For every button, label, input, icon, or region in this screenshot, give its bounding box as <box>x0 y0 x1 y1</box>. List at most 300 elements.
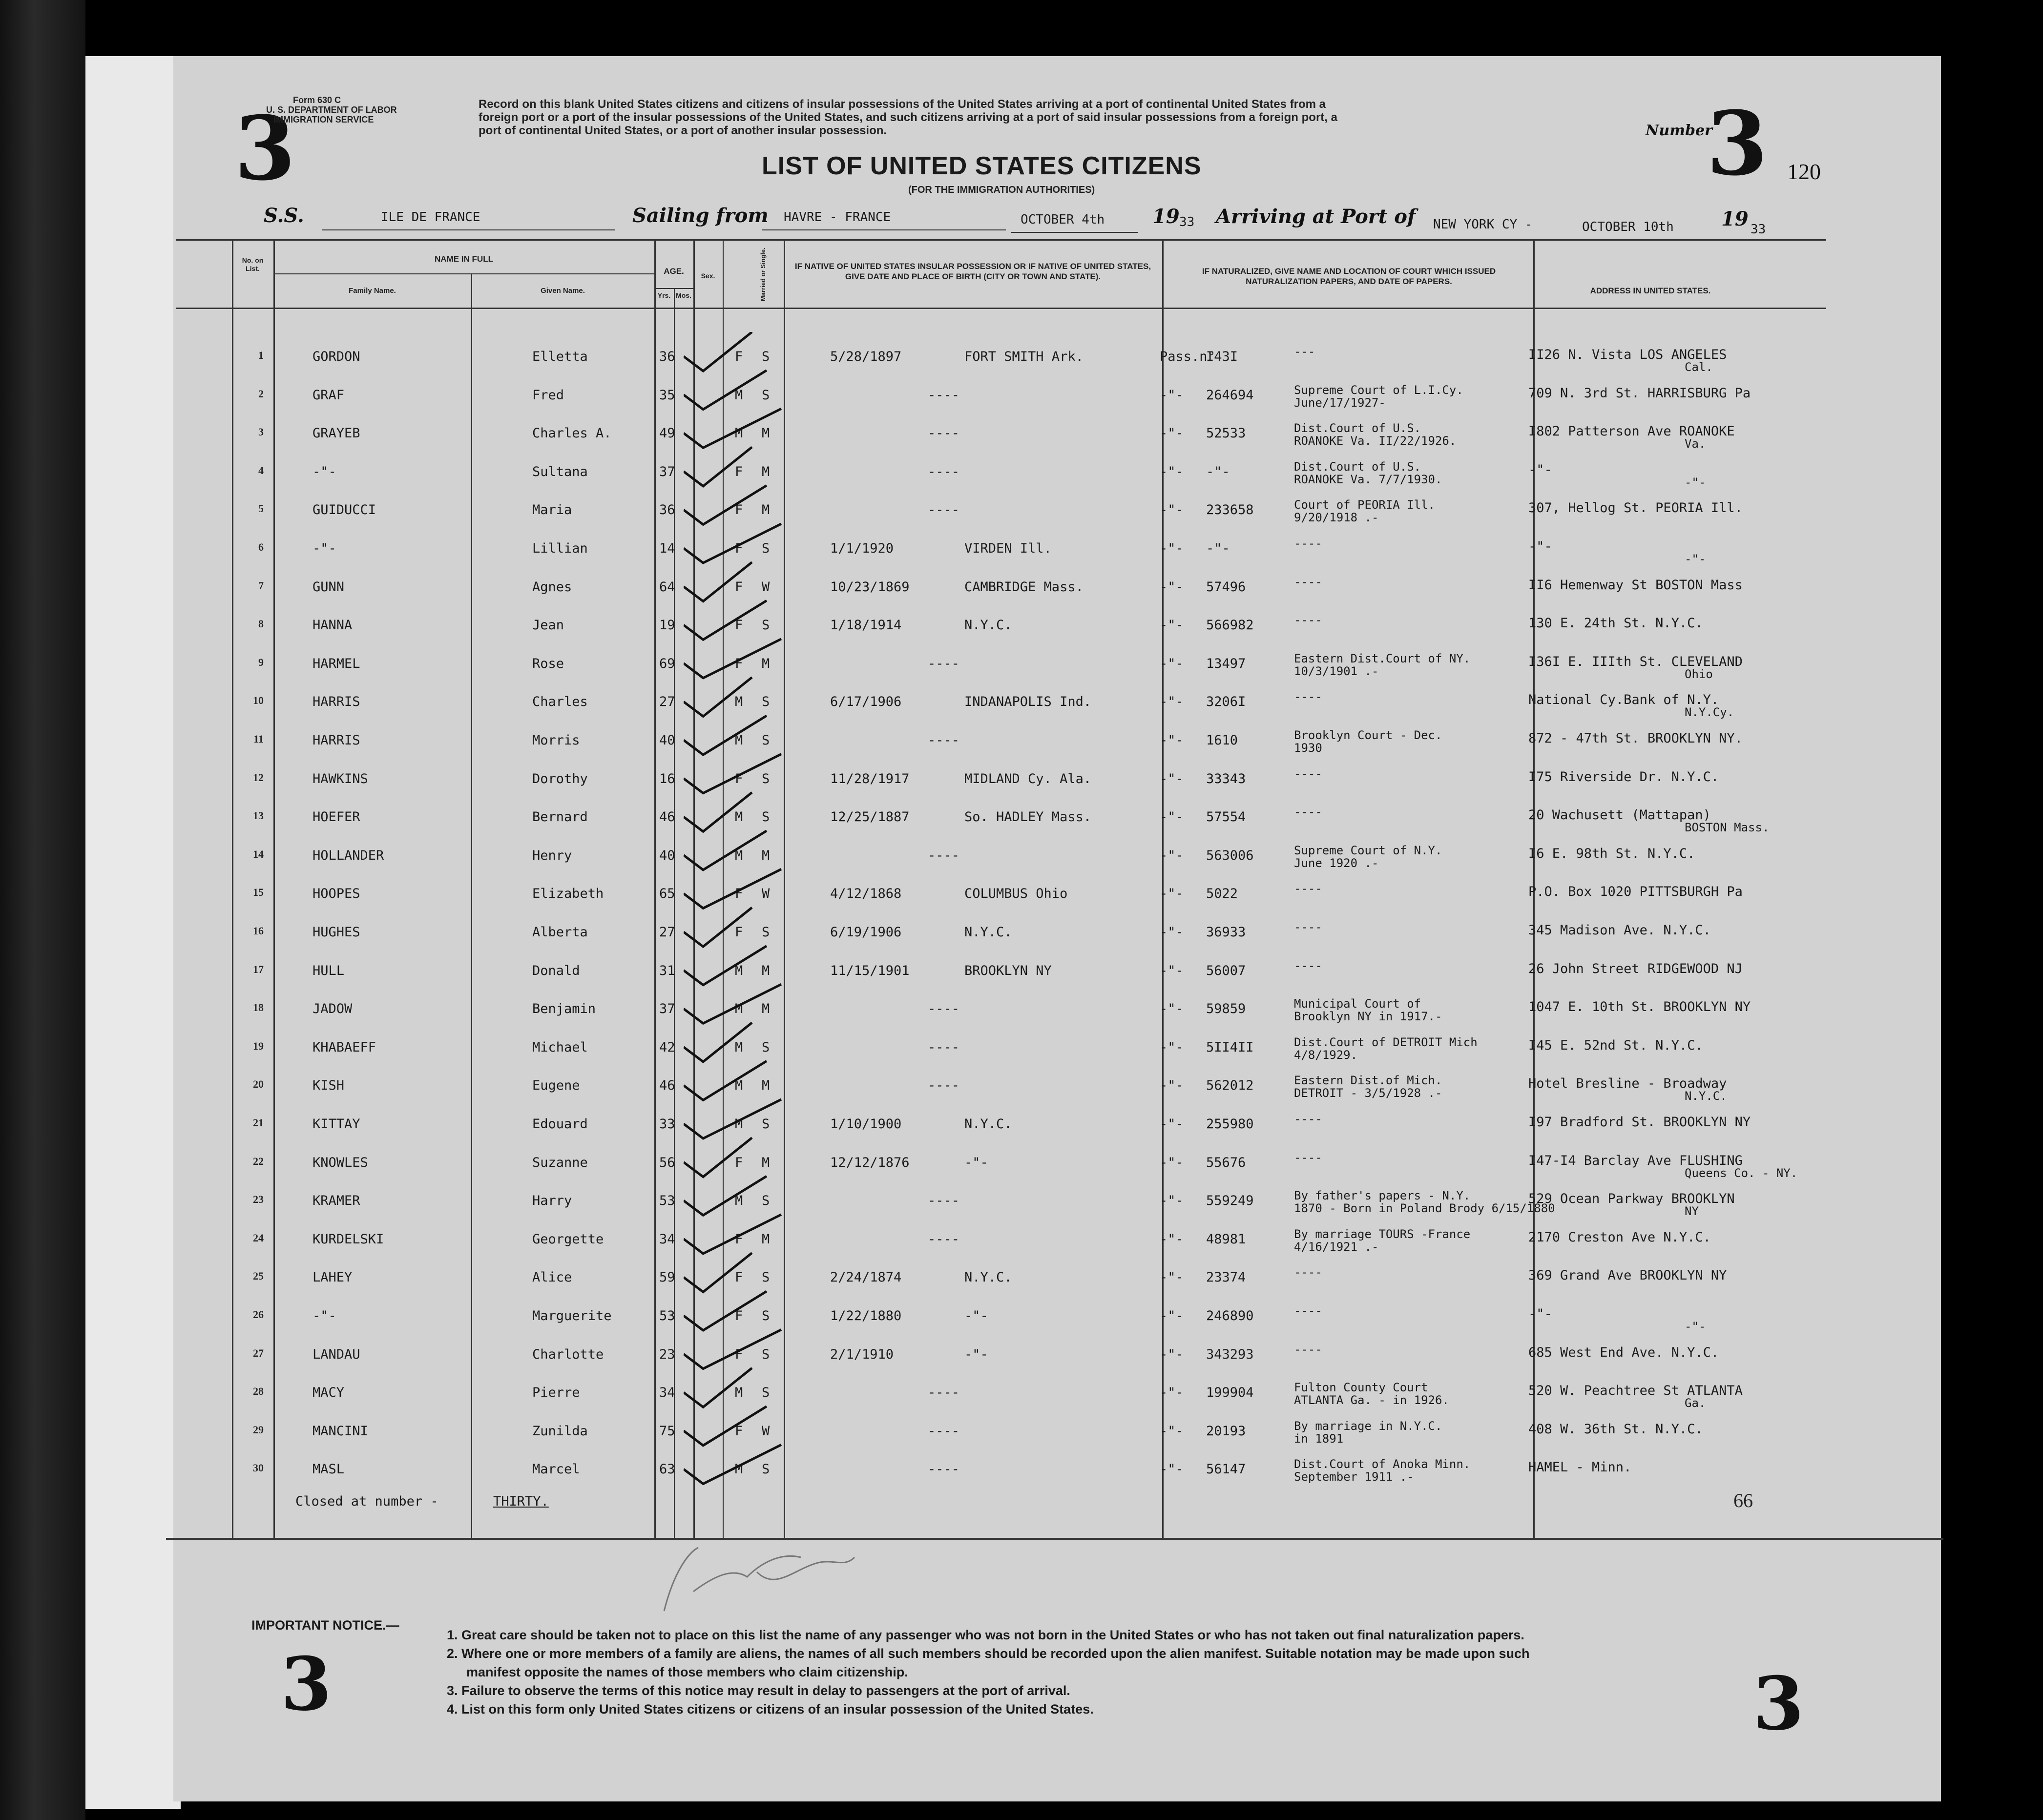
cell-pref: -"- <box>1160 694 1184 710</box>
cell-sex: F <box>735 656 743 671</box>
tally-mark <box>684 447 752 486</box>
cell-addr: I6 E. 98th St. N.Y.C. <box>1528 846 1695 861</box>
cell-sex: M <box>735 1078 743 1094</box>
cell-age: 36 <box>659 349 675 364</box>
cell-age: 42 <box>659 1039 675 1055</box>
cell-sex: F <box>735 1308 743 1324</box>
cell-age: 36 <box>659 502 675 518</box>
cell-court: ---- <box>1294 1304 1322 1318</box>
cell-cert: I43I <box>1206 349 1238 364</box>
cell-no: 18 <box>253 1001 264 1014</box>
cell-court: --- <box>1294 345 1315 358</box>
cell-court: ---- <box>1294 1265 1322 1280</box>
cell-no: 6 <box>258 541 264 553</box>
cell-addr2: Ga. <box>1685 1396 1706 1410</box>
tally-mark <box>684 984 781 1023</box>
notice-item-4: 4. List on this form only United States citizens or citizens of an insular possession of the United States. <box>447 1702 1094 1717</box>
cell-family: KURDELSKI <box>313 1231 384 1247</box>
cell-addr: HAMEL - Minn. <box>1528 1460 1632 1475</box>
cell-given: Zunilda <box>532 1423 588 1439</box>
cell-cert: 48981 <box>1206 1231 1246 1247</box>
cell-sex: M <box>735 1193 743 1209</box>
cell-ms: S <box>762 925 770 940</box>
cell-court: Brooklyn Court - Dec. <box>1294 728 1442 742</box>
cell-place: FORT SMITH Ark. <box>964 349 1084 364</box>
tally-mark <box>684 371 767 410</box>
cell-age: 69 <box>659 656 675 671</box>
number-label: Number <box>1646 122 1712 139</box>
cell-ms: W <box>762 1423 770 1439</box>
tally-mark <box>684 1061 767 1100</box>
tally-mark <box>684 1406 767 1446</box>
cell-age: 65 <box>659 886 675 902</box>
cell-court: ---- <box>1294 575 1322 589</box>
cell-age: 34 <box>659 1385 675 1401</box>
cell-age: 37 <box>659 1001 675 1017</box>
cell-cert: -"- <box>1206 464 1230 479</box>
cell-place: N.Y.C. <box>964 1117 1012 1132</box>
cell-age: 46 <box>659 809 675 825</box>
cell-dob: 11/28/1917 <box>830 771 910 786</box>
ship-name: ILE DE FRANCE <box>381 210 480 225</box>
tally-mark <box>684 1023 752 1062</box>
cell-court: ---- <box>1294 958 1322 972</box>
cell-cert: 5II4II <box>1206 1039 1254 1055</box>
record-text-3: port of continental United States, or a port of another insular possession. <box>479 124 887 137</box>
cell-sex: F <box>735 464 743 479</box>
cell-place: ---- <box>928 1423 960 1439</box>
cell-court: Fulton County Court <box>1294 1381 1428 1395</box>
cell-given: Dorothy <box>532 771 588 786</box>
cell-age: 64 <box>659 579 675 595</box>
cell-pref: -"- <box>1160 1039 1184 1055</box>
cell-court2: ROANOKE Va. 7/7/1930. <box>1294 472 1442 486</box>
cell-no: 22 <box>253 1155 264 1167</box>
tally-mark <box>684 485 767 524</box>
cell-addr: 369 Grand Ave BROOKLYN NY <box>1528 1268 1727 1283</box>
cell-given: Georgette <box>532 1231 604 1247</box>
cell-sex: F <box>735 1155 743 1170</box>
tally-mark <box>684 562 752 601</box>
cell-no: 25 <box>253 1270 264 1282</box>
cell-age: 35 <box>659 387 675 403</box>
cell-given: Maria <box>532 502 572 518</box>
cell-given: Edouard <box>532 1117 588 1132</box>
cell-given: Charles <box>532 694 588 710</box>
cell-sex: M <box>735 694 743 710</box>
record-text-1: Record on this blank United States citizens and citizens of insular possessions of the United States arriving at a port of continental United States from a <box>479 98 1326 111</box>
cell-family: GUIDUCCI <box>313 502 376 518</box>
notice-item-1: 1. Great care should be taken not to place on this list the name of any passenger who was not born in the United States or who has not taken out final naturalization papers. <box>447 1628 1524 1642</box>
cell-sex: F <box>735 1423 743 1439</box>
cell-family: MASL <box>313 1462 345 1477</box>
cell-cert: 20193 <box>1206 1423 1246 1439</box>
cell-court2: 4/8/1929. <box>1294 1048 1358 1062</box>
cell-ms: S <box>762 733 770 748</box>
cell-addr: 20 Wachusett (Mattapan) <box>1528 807 1711 823</box>
cell-place: ---- <box>928 426 960 441</box>
cell-family: LANDAU <box>313 1346 360 1362</box>
cell-court: Court of PEORIA Ill. <box>1294 498 1435 512</box>
cell-pref: -"- <box>1160 541 1184 556</box>
cell-cert: 57496 <box>1206 579 1246 595</box>
cell-sex: M <box>735 963 743 978</box>
cell-given: Suzanne <box>532 1155 588 1170</box>
cell-place: -"- <box>964 1308 988 1324</box>
cell-age: 53 <box>659 1308 675 1324</box>
cell-addr: 529 Ocean Parkway BROOKLYN <box>1528 1191 1735 1207</box>
cell-ms: W <box>762 886 770 902</box>
cell-ms: W <box>762 579 770 595</box>
tally-mark <box>684 792 752 831</box>
tally-mark <box>684 524 781 563</box>
cell-sex: M <box>735 1039 743 1055</box>
tally-mark <box>684 677 752 716</box>
closed-at-value: THIRTY. <box>493 1494 549 1509</box>
cell-addr: Hotel Bresline - Broadway <box>1528 1076 1727 1092</box>
closed-at-label: Closed at number - <box>295 1494 438 1509</box>
cell-dob: 10/23/1869 <box>830 579 910 595</box>
cell-no: 10 <box>253 694 264 707</box>
cell-addr2: -"- <box>1685 552 1706 566</box>
cell-given: Michael <box>532 1039 588 1055</box>
cell-sex: M <box>735 1001 743 1017</box>
cell-addr: I36I E. IIIth St. CLEVELAND <box>1528 654 1743 669</box>
cell-sex: F <box>735 925 743 940</box>
tally-mark <box>684 1368 752 1407</box>
cell-addr: I97 Bradford St. BROOKLYN NY <box>1528 1115 1751 1130</box>
cell-pref: -"- <box>1160 1155 1184 1170</box>
tally-mark <box>684 1291 767 1330</box>
cell-court2: ATLANTA Ga. - in 1926. <box>1294 1393 1449 1407</box>
cell-family: HANNA <box>313 618 353 633</box>
cell-place: ---- <box>928 656 960 671</box>
notice-item-2-cont: manifest opposite the names of those members who claim citizenship. <box>466 1665 908 1679</box>
cell-ms: S <box>762 541 770 556</box>
cell-family: HOOPES <box>313 886 360 902</box>
cell-place: ---- <box>928 387 960 403</box>
header-naturalized: IF NATURALIZED, GIVE NAME AND LOCATION OF COURT WHICH ISSUED NATURALIZATION PAPERS, AND DATE OF PAPERS. <box>1202 267 1496 286</box>
tally-mark <box>684 1099 781 1138</box>
cell-family: HOLLANDER <box>313 848 384 863</box>
cell-family: HARMEL <box>313 656 360 671</box>
cell-age: 34 <box>659 1231 675 1247</box>
cell-addr: 2170 Creston Ave N.Y.C. <box>1528 1229 1711 1245</box>
cell-place: ---- <box>928 1193 960 1209</box>
cell-pref: -"- <box>1160 848 1184 863</box>
cell-given: Agnes <box>532 579 572 595</box>
header-sex: Sex. <box>701 272 715 280</box>
cell-given: Alberta <box>532 925 588 940</box>
cell-age: 33 <box>659 1117 675 1132</box>
cell-court: ---- <box>1294 920 1322 934</box>
adjacent-page-edge <box>85 56 181 1809</box>
cell-sex: F <box>735 541 743 556</box>
cell-no: 20 <box>253 1078 264 1091</box>
cell-dob: 11/15/1901 <box>830 963 910 978</box>
cell-sex: M <box>735 426 743 441</box>
cell-court2: DETROIT - 3/5/1928 .- <box>1294 1086 1442 1100</box>
tally-mark <box>684 1138 752 1177</box>
cell-pref: -"- <box>1160 1270 1184 1285</box>
cell-given: Benjamin <box>532 1001 596 1017</box>
cell-dob: 12/12/1876 <box>830 1155 910 1170</box>
cell-given: Charlotte <box>532 1346 604 1362</box>
cell-ms: M <box>762 848 770 863</box>
cell-cert: 56007 <box>1206 963 1246 978</box>
cell-no: 15 <box>253 886 264 899</box>
cell-ms: S <box>762 1117 770 1132</box>
cell-no: 2 <box>258 387 264 400</box>
cell-cert: 36933 <box>1206 925 1246 940</box>
cell-pref: -"- <box>1160 1078 1184 1094</box>
tally-mark <box>684 1176 767 1215</box>
cell-ms: S <box>762 1193 770 1209</box>
cell-dob: 6/17/1906 <box>830 694 902 710</box>
cell-dob: 12/25/1887 <box>830 809 910 825</box>
cell-court: Eastern Dist.of Mich. <box>1294 1074 1442 1088</box>
cell-dob: 6/19/1906 <box>830 925 902 940</box>
cell-cert: 3206I <box>1206 694 1246 710</box>
cell-sex: M <box>735 1462 743 1477</box>
cell-court: By marriage in N.Y.C. <box>1294 1419 1442 1433</box>
cell-no: 29 <box>253 1423 264 1436</box>
cell-ms: S <box>762 1462 770 1477</box>
sheet-number-bottom-right: 3 <box>1753 1661 1804 1747</box>
cell-no: 13 <box>253 809 264 822</box>
cell-no: 11 <box>253 733 264 745</box>
department: U. S. DEPARTMENT OF LABOR <box>266 105 397 115</box>
cell-sex: F <box>735 349 743 364</box>
header-no: No. on List. <box>242 256 264 272</box>
cell-pref: -"- <box>1160 1462 1184 1477</box>
cell-addr: -"- <box>1528 539 1552 554</box>
cell-court: By father's papers - N.Y. <box>1294 1189 1471 1203</box>
form-number: Form 630 C <box>293 95 341 105</box>
cell-addr2: Va. <box>1685 437 1706 451</box>
cell-cert: 264694 <box>1206 387 1254 403</box>
cell-cert: 57554 <box>1206 809 1246 825</box>
cell-addr: I802 Patterson Ave ROANOKE <box>1528 424 1735 439</box>
cell-age: 56 <box>659 1155 675 1170</box>
cell-pref: -"- <box>1160 1193 1184 1209</box>
notice-item-2: 2. Where one or more members of a family are aliens, the names of all such members should be recorded upon the alien manifest. Suitable notation may be made upon such <box>447 1646 1530 1661</box>
cell-sex: F <box>735 1231 743 1247</box>
cell-sex: F <box>735 502 743 518</box>
sheet-number-right: 3 <box>1707 92 1768 195</box>
cell-family: GRAF <box>313 387 345 403</box>
header-married-single: Married or Single. <box>759 248 767 302</box>
cell-addr: National Cy.Bank of N.Y. <box>1528 692 1719 708</box>
cell-place: BROOKLYN NY <box>964 963 1052 978</box>
cell-court: Dist.Court of DETROIT Mich <box>1294 1035 1478 1049</box>
cell-sex: M <box>735 809 743 825</box>
cell-pref: -"- <box>1160 1001 1184 1017</box>
sheet-number-bottom-left: 3 <box>281 1641 332 1727</box>
tally-mark <box>684 1253 752 1292</box>
cell-sex: F <box>735 1346 743 1362</box>
cell-given: Eugene <box>532 1078 580 1094</box>
cell-sex: F <box>735 771 743 786</box>
notice-item-3: 3. Failure to observe the terms of this notice may result in delay to passengers at the port of arrival. <box>447 1683 1070 1698</box>
tally-mark <box>684 600 767 640</box>
arriving-label: Arriving at Port of <box>1216 205 1416 228</box>
cell-no: 4 <box>258 464 264 476</box>
cell-addr: -"- <box>1528 462 1552 477</box>
tally-mark <box>684 1330 781 1369</box>
cell-court: ---- <box>1294 805 1322 819</box>
cell-court2: in 1891 <box>1294 1431 1344 1446</box>
cell-court: Eastern Dist.Court of NY. <box>1294 651 1471 665</box>
cell-no: 8 <box>258 618 264 630</box>
ss-label: S.S. <box>264 204 304 227</box>
cell-no: 5 <box>258 502 264 515</box>
cell-family: KNOWLES <box>313 1155 368 1170</box>
cell-no: 17 <box>253 963 264 975</box>
cell-pref: -"- <box>1160 1308 1184 1324</box>
cell-addr: 1047 E. 10th St. BROOKLYN NY <box>1528 999 1751 1015</box>
cell-no: 12 <box>253 771 264 784</box>
cell-pref: -"- <box>1160 579 1184 595</box>
cell-age: 27 <box>659 694 675 710</box>
cell-cert: 1610 <box>1206 733 1238 748</box>
cell-addr2: NY <box>1685 1204 1699 1219</box>
cell-place: ---- <box>928 1078 960 1094</box>
cell-addr2: BOSTON Mass. <box>1685 821 1770 835</box>
cell-place: INDANAPOLIS Ind. <box>964 694 1092 710</box>
cell-addr2: -"- <box>1685 1320 1706 1333</box>
cell-ms: M <box>762 1001 770 1017</box>
cell-addr: II6 Hemenway St BOSTON Mass <box>1528 577 1743 593</box>
cell-pref: Pass.n° <box>1160 349 1215 364</box>
cell-place: COLUMBUS Ohio <box>964 886 1068 902</box>
cell-place: -"- <box>964 1155 988 1170</box>
cell-ms: S <box>762 809 770 825</box>
cell-no: 16 <box>253 925 264 937</box>
cell-cert: 563006 <box>1206 848 1254 863</box>
cell-family: GUNN <box>313 579 345 595</box>
page-count: 66 <box>1733 1489 1753 1511</box>
cell-place: ---- <box>928 1385 960 1401</box>
cell-age: 63 <box>659 1462 675 1477</box>
cell-court2: June 1920 .- <box>1294 856 1379 870</box>
tally-mark <box>684 831 767 870</box>
page-title: LIST OF UNITED STATES CITIZENS <box>762 152 1202 180</box>
cell-family: HOEFER <box>313 809 360 825</box>
cell-given: Morris <box>532 733 580 748</box>
cell-given: Elizabeth <box>532 886 604 902</box>
cell-court: ---- <box>1294 690 1322 704</box>
cell-no: 3 <box>258 426 264 438</box>
cell-place: ---- <box>928 1001 960 1017</box>
year-prefix: 19 <box>1152 205 1180 228</box>
header-mos: Mos. <box>676 291 691 299</box>
cell-place: ---- <box>928 464 960 479</box>
cell-family: KRAMER <box>313 1193 360 1209</box>
header-birth: IF NATIVE OF UNITED STATES INSULAR POSSESSION OR IF NATIVE OF UNITED STATES, GIVE DATE AND PLACE OF BIRTH (CITY OR TOWN AND STATE). <box>794 262 1151 281</box>
cell-ms: S <box>762 349 770 364</box>
cell-pref: -"- <box>1160 1117 1184 1132</box>
cell-addr: 307, Hellog St. PEORIA Ill. <box>1528 500 1743 516</box>
tally-mark <box>684 754 781 793</box>
cell-addr2: Cal. <box>1685 360 1713 374</box>
cell-no: 24 <box>253 1231 264 1244</box>
cell-court: Dist.Court of U.S. <box>1294 421 1421 435</box>
cell-age: 59 <box>659 1270 675 1285</box>
cell-age: 27 <box>659 925 675 940</box>
cell-age: 49 <box>659 426 675 441</box>
cell-addr: 130 E. 24th St. N.Y.C. <box>1528 616 1703 631</box>
cell-addr: P.O. Box 1020 PITTSBURGH Pa <box>1528 884 1743 900</box>
cell-court: Supreme Court of N.Y. <box>1294 843 1442 857</box>
cell-court: ---- <box>1294 1150 1322 1164</box>
service: IMMIGRATION SERVICE <box>273 115 374 124</box>
cell-sex: M <box>735 387 743 403</box>
arrival-port: NEW YORK CY - <box>1433 217 1533 232</box>
cell-court2: 1870 - Born in Poland Brody 6/15/1880 <box>1294 1201 1555 1216</box>
cell-place: ---- <box>928 848 960 863</box>
cell-family: HULL <box>313 963 345 978</box>
cell-court2: 9/20/1918 .- <box>1294 511 1379 525</box>
cell-pref: -"- <box>1160 925 1184 940</box>
cell-ms: M <box>762 464 770 479</box>
cell-age: 75 <box>659 1423 675 1439</box>
cell-family: KITTAY <box>313 1117 360 1132</box>
cell-cert: 55676 <box>1206 1155 1246 1170</box>
tally-mark <box>684 716 767 755</box>
cell-place: N.Y.C. <box>964 925 1012 940</box>
cell-pref: -"- <box>1160 886 1184 902</box>
cell-ms: M <box>762 1078 770 1094</box>
cell-court: Dist.Court of Anoka Minn. <box>1294 1457 1471 1471</box>
cell-addr2: -"- <box>1685 475 1706 489</box>
sailing-year: 33 <box>1179 215 1195 229</box>
cell-court: Municipal Court of <box>1294 997 1421 1011</box>
cell-pref: -"- <box>1160 656 1184 671</box>
cell-court2: 10/3/1901 .- <box>1294 664 1379 678</box>
cell-place: MIDLAND Cy. Ala. <box>964 771 1092 786</box>
cell-court: ---- <box>1294 613 1322 627</box>
cell-ms: S <box>762 694 770 710</box>
cell-place: ---- <box>928 733 960 748</box>
sailing-from: HAVRE - FRANCE <box>784 210 891 225</box>
notice-heading: IMPORTANT NOTICE.— <box>251 1618 399 1633</box>
cell-no: 30 <box>253 1462 264 1474</box>
cell-pref: -"- <box>1160 1385 1184 1401</box>
cell-no: 7 <box>258 579 264 592</box>
cell-ms: M <box>762 963 770 978</box>
cell-given: Lillian <box>532 541 588 556</box>
sheet-number-left: 3 <box>234 97 296 200</box>
cell-addr: 26 John Street RIDGEWOOD NJ <box>1528 961 1743 976</box>
cell-dob: 1/18/1914 <box>830 618 902 633</box>
cell-ms: S <box>762 1270 770 1285</box>
cell-place: N.Y.C. <box>964 618 1012 633</box>
header-name-in-full: NAME IN FULL <box>435 254 493 264</box>
cell-court: ---- <box>1294 766 1322 781</box>
cell-age: 37 <box>659 464 675 479</box>
cell-addr: 685 West End Ave. N.Y.C. <box>1528 1344 1719 1360</box>
cell-given: Marguerite <box>532 1308 612 1324</box>
cell-no: 21 <box>253 1117 264 1129</box>
cell-family: HARRIS <box>313 694 360 710</box>
cell-cert: 566982 <box>1206 618 1254 633</box>
tally-mark <box>684 409 781 448</box>
cell-sex: M <box>735 848 743 863</box>
cell-dob: 4/12/1868 <box>830 886 902 902</box>
cell-ms: M <box>762 426 770 441</box>
cell-cert: 199904 <box>1206 1385 1254 1401</box>
